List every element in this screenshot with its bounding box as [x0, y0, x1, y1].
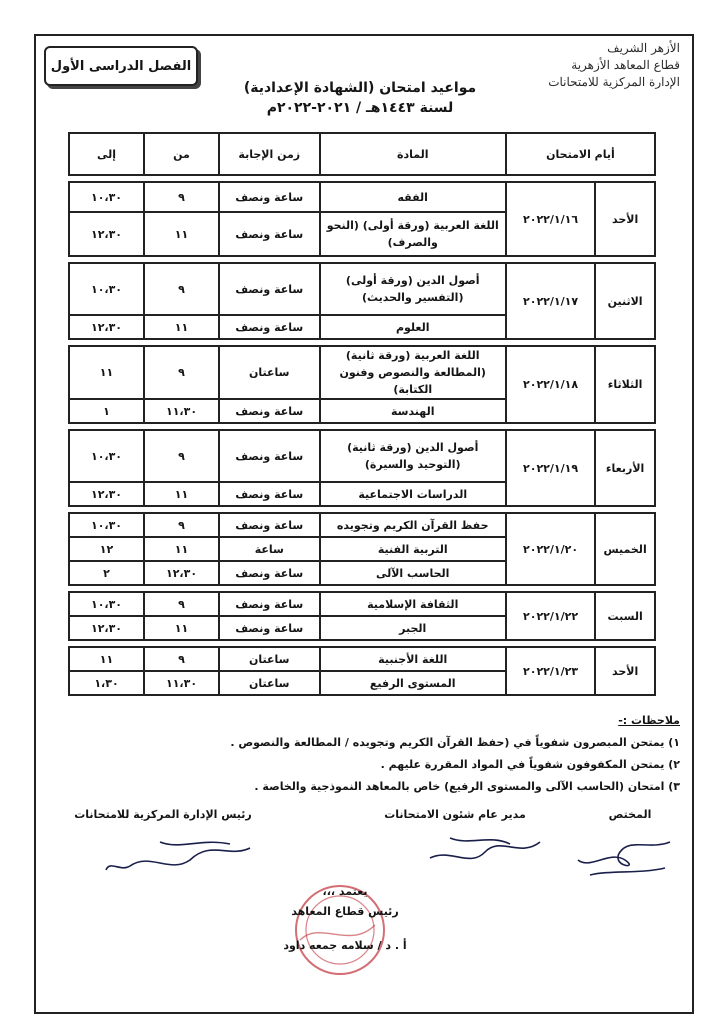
approval-block	[280, 882, 410, 956]
to-cell: ٢	[69, 561, 144, 585]
from-cell: ١١	[144, 616, 219, 640]
day-name: الثلاثاء	[595, 346, 655, 423]
from-cell: ٩	[144, 592, 219, 616]
signatory-name: أ . د / سلامه جمعه داود	[283, 939, 407, 952]
exam-date: ٢٠٢٢/١/١٦	[506, 182, 595, 256]
from-cell: ٩	[144, 430, 219, 482]
subject-cell: العلوم	[320, 315, 506, 339]
duration-cell: ساعتان	[219, 671, 320, 695]
head-signature-scribble	[100, 830, 260, 880]
duration-cell: ساعة ونصف	[219, 182, 320, 212]
duration-cell: ساعتان	[219, 346, 320, 399]
subject-cell: الفقه	[320, 182, 506, 212]
table-row	[69, 592, 655, 616]
duration-cell: ساعة ونصف	[219, 482, 320, 506]
to-cell: ١،٣٠	[69, 671, 144, 695]
day-name: الأحد	[595, 647, 655, 695]
duration-cell: ساعة ونصف	[219, 315, 320, 339]
duration-cell: ساعة ونصف	[219, 561, 320, 585]
subject-cell: حفظ القرآن الكريم وتجويده	[320, 513, 506, 537]
day-name: الخميس	[595, 513, 655, 585]
from-cell: ١١	[144, 315, 219, 339]
exam-date: ٢٠٢٢/١/٢٠	[506, 513, 595, 585]
duration-cell: ساعة ونصف	[219, 263, 320, 315]
table-row	[69, 346, 655, 399]
institution-line-2: قطاع المعاهد الأزهرية	[571, 58, 680, 72]
from-cell: ٩	[144, 182, 219, 212]
to-cell: ١٠،٣٠	[69, 513, 144, 537]
day-name: الأربعاء	[595, 430, 655, 506]
table-row	[69, 430, 655, 482]
to-cell: ١٢،٣٠	[69, 616, 144, 640]
from-cell: ٩	[144, 647, 219, 671]
approval-label: يعتمد ،،،	[322, 885, 368, 898]
table-row	[69, 513, 655, 537]
to-cell: ١٢،٣٠	[69, 482, 144, 506]
table-header-row	[69, 133, 655, 175]
table-row	[69, 647, 655, 671]
institution-header	[480, 40, 680, 91]
subject-cell: أصول الدين (ورقة أولى) (التفسير والحديث)	[320, 263, 506, 315]
sector-head-label: رئيس قطاع المعاهد	[291, 905, 399, 918]
table-row	[69, 182, 655, 212]
subject-cell: المستوى الرفيع	[320, 671, 506, 695]
note-item: ٢) يمتحن المكفوفون شفوياً في المواد المقررة عليهم .	[380, 758, 680, 771]
institution-line-3: الإدارة المركزية للامتحانات	[548, 75, 680, 89]
duration-cell: ساعتان	[219, 647, 320, 671]
from-cell: ١١	[144, 482, 219, 506]
subject-cell: الحاسب الآلى	[320, 561, 506, 585]
from-cell: ١١،٣٠	[144, 399, 219, 423]
subject-cell: أصول الدين (ورقة ثانية) (التوحيد والسيرة)	[320, 430, 506, 482]
duration-cell: ساعة ونصف	[219, 592, 320, 616]
exam-date: ٢٠٢٢/١/٢٢	[506, 592, 595, 640]
duration-cell: ساعة ونصف	[219, 513, 320, 537]
duration-cell: ساعة ونصف	[219, 212, 320, 256]
note-item: ٣) امتحان (الحاسب الآلى والمستوى الرفيع) خاص بالمعاهد النموذجية والخاصة .	[254, 780, 680, 793]
from-cell: ٩	[144, 346, 219, 399]
to-cell: ١٠،٣٠	[69, 263, 144, 315]
specialist-signature-scribble	[570, 830, 680, 880]
subject-cell: الدراسات الاجتماعية	[320, 482, 506, 506]
from-cell: ١١	[144, 537, 219, 561]
from-cell: ٩	[144, 263, 219, 315]
duration-cell: ساعة ونصف	[219, 399, 320, 423]
subject-cell: اللغة العربية (ورقة أولى) (النحو والصرف)	[320, 212, 506, 256]
title-line-1: مواعيد امتحان (الشهادة الإعدادية)	[243, 80, 477, 96]
to-cell: ١١	[69, 346, 144, 399]
to-cell: ١	[69, 399, 144, 423]
signature-head-label: رئيس الإدارة المركزية للامتحانات	[74, 808, 252, 821]
exam-schedule-table	[68, 132, 656, 696]
notes-section	[40, 710, 680, 798]
notes-heading: ملاحظات :-	[618, 714, 680, 727]
subject-cell: التربية الفنية	[320, 537, 506, 561]
title-line-2: لسنة ١٤٤٣هـ / ٢٠٢١-٢٠٢٢م	[266, 100, 454, 116]
subject-cell: الثقافة الإسلامية	[320, 592, 506, 616]
day-name: السبت	[595, 592, 655, 640]
header-duration: زمن الإجابة	[219, 133, 320, 175]
signature-director-label: مدير عام شئون الامتحانات	[384, 808, 526, 821]
to-cell: ١٢،٣٠	[69, 212, 144, 256]
header-to: إلى	[69, 133, 144, 175]
header-subject: المادة	[320, 133, 506, 175]
header-from: من	[144, 133, 219, 175]
subject-cell: الهندسة	[320, 399, 506, 423]
to-cell: ١٠،٣٠	[69, 592, 144, 616]
day-name: الأحد	[595, 182, 655, 256]
signature-specialist-label: المختص	[608, 808, 652, 821]
subject-cell: اللغة العربية (ورقة ثانية) (المطالعة والنصوص وفنون الكتابة)	[320, 346, 506, 399]
subject-cell: اللغة الأجنبية	[320, 647, 506, 671]
header-exam-days: أيام الامتحان	[506, 133, 655, 175]
from-cell: ١١	[144, 212, 219, 256]
duration-cell: ساعة ونصف	[219, 616, 320, 640]
to-cell: ١٢	[69, 537, 144, 561]
exam-date: ٢٠٢٢/١/١٧	[506, 263, 595, 339]
term-box: الفصل الدراسى الأول	[44, 46, 198, 86]
note-item: ١) يمتحن المبصرون شفوياً في (حفظ القرآن الكريم وتجويده / المطالعة والنصوص .	[230, 736, 680, 749]
exam-date: ٢٠٢٢/١/٢٣	[506, 647, 595, 695]
page-title	[230, 78, 490, 118]
from-cell: ١٢،٣٠	[144, 561, 219, 585]
day-name: الاثنين	[595, 263, 655, 339]
institution-line-1: الأزهر الشريف	[607, 41, 680, 55]
to-cell: ١٠،٣٠	[69, 182, 144, 212]
duration-cell: ساعة ونصف	[219, 430, 320, 482]
subject-cell: الجبر	[320, 616, 506, 640]
exam-date: ٢٠٢٢/١/١٩	[506, 430, 595, 506]
director-signature-scribble	[410, 828, 550, 873]
to-cell: ١١	[69, 647, 144, 671]
to-cell: ١٢،٣٠	[69, 315, 144, 339]
duration-cell: ساعة	[219, 537, 320, 561]
exam-date: ٢٠٢٢/١/١٨	[506, 346, 595, 423]
from-cell: ١١،٣٠	[144, 671, 219, 695]
from-cell: ٩	[144, 513, 219, 537]
table-row	[69, 263, 655, 315]
to-cell: ١٠،٣٠	[69, 430, 144, 482]
